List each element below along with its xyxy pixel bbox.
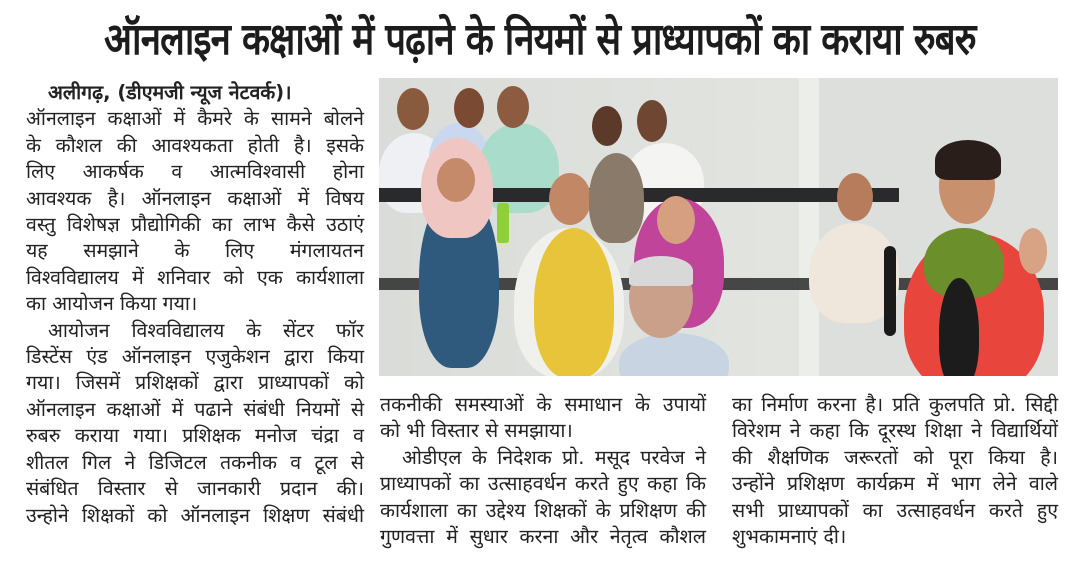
text-line: उन्होंने प्रशिक्षण कार्यक्रम में भाग लेने वाले [732, 472, 1058, 496]
speaker-hand [1019, 228, 1047, 274]
text-line: संबंधित विस्तार से जानकारी प्रदान की। [26, 477, 364, 501]
person-head [592, 106, 622, 146]
person-head [657, 196, 695, 244]
person-head [549, 173, 591, 225]
article-column-2 [380, 392, 706, 550]
text-line: रुबरु कराया गया। प्रशिक्षक मनोज चंद्रा व [26, 424, 364, 448]
text-line: प्राध्यापकों का उत्साहवर्धन करते हुए कहा कि [380, 472, 706, 496]
text-line: उन्होने शिक्षकों को ऑनलाइन शिक्षण संबंधी [26, 503, 364, 527]
hijab [589, 153, 644, 243]
text-line: का आयोजन किया गया। [26, 292, 198, 316]
person-head [837, 173, 873, 221]
person [619, 333, 729, 376]
person [534, 228, 614, 376]
headline: ऑनलाइन कक्षाओं में पढ़ाने के नियमों से प्राध्यापकों का कराया रुबरु [104, 14, 976, 65]
person-head [497, 86, 529, 128]
article-column-1 [26, 80, 364, 529]
person-head [437, 158, 475, 202]
person-head [637, 100, 667, 142]
text-line: को भी विस्तार से समझाया। [380, 419, 573, 443]
person-head [454, 88, 484, 128]
text-line: लिए आकर्षक व आत्मविश्वासी होना [26, 160, 364, 184]
text-line: का निर्माण करना है। प्रति कुलपति प्रो. सिद्दी [732, 393, 1058, 416]
text-line: ओडीएल के निदेशक प्रो. मसूद परवेज ने [402, 445, 706, 469]
text-line: की शैक्षणिक जरूरतों को पूरा किया है। [732, 445, 1058, 469]
text-line: शीतल गिल ने डिजिटल तकनीक व टूल से [26, 450, 364, 474]
text-line: डिस्टेंस एंड ऑनलाइन एजुकेशन द्वारा किया [26, 345, 364, 369]
text-line: तकनीकी समस्याओं के समाधान के उपायों [380, 393, 706, 416]
microphone-icon [884, 246, 896, 336]
text-line: गया। जिसमें प्रशिक्षकों द्वारा प्राध्यापकों को [26, 371, 364, 395]
article-column-3 [732, 392, 1058, 550]
person-head [397, 88, 429, 130]
text-line: गुणवत्ता में सुधार करना और नेतृत्व कौशल [380, 525, 706, 549]
text-line: वस्तु विशेषज्ञ प्रौद्योगिकी का लाभ कैसे उठाएं [26, 213, 364, 237]
text-line: सभी प्राध्यापकों का उत्साहवर्धन करते हुए [732, 498, 1058, 522]
text-line: के कौशल की आवश्यकता होती है। इसके [26, 133, 364, 157]
article-photo [379, 78, 1058, 376]
text-line: यह समझाने के लिए मंगलायतन [26, 239, 364, 263]
text-line: आवश्यक है। ऑनलाइन कक्षाओं में विषय [26, 186, 364, 210]
photo-bottom-gap [379, 376, 1058, 386]
text-line: विश्वविद्यालय में शनिवार को एक कार्यशाला [26, 265, 364, 289]
text-line: ऑनलाइन कक्षाओं में कैमरे के सामने बोलने [26, 107, 364, 131]
hair [629, 256, 693, 286]
bottle [497, 203, 509, 243]
byline: अलीगढ़, (डीएमजी न्यूज नेटवर्क)। [48, 81, 292, 104]
wall-column [799, 78, 819, 376]
text-line: आयोजन विश्वविद्यालय के सेंटर फॉर [48, 318, 364, 342]
text-line: शुभकामनाएं दी। [732, 525, 847, 549]
speaker-hair [935, 140, 1001, 180]
text-line: विरेशम ने कहा कि दूरस्थ शिक्षा ने विद्यार्थियों [732, 419, 1058, 443]
text-line: ऑनलाइन कक्षाओं में पढाने संबंधी नियमों से [26, 397, 364, 421]
text-line: कार्यशाला का उद्देश्य शिक्षकों के प्रशिक्षण की [380, 498, 706, 522]
